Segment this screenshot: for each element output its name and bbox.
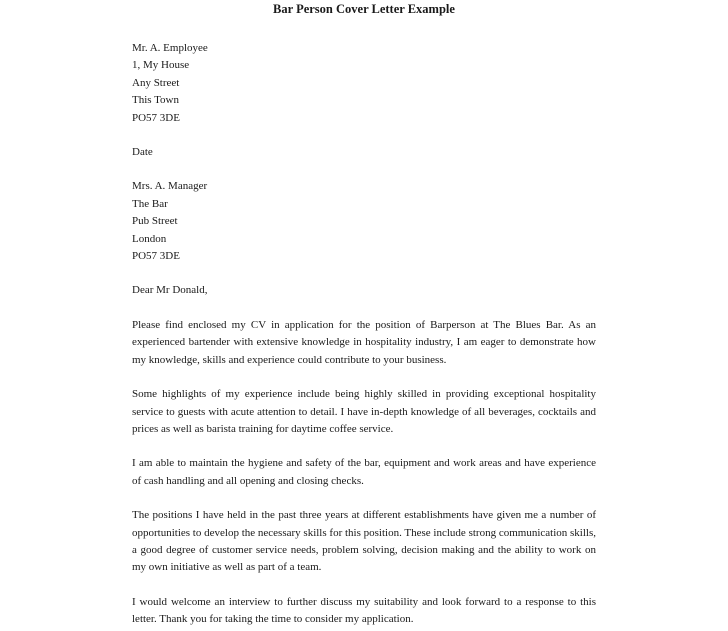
paragraph-4: The positions I have held in the past three years at different establishments have given me a number of opportunities to develop the necessary skills for this position. These include strong communication skills, a good degree of customer service needs, problem solving, decision making and the ability to work on my own initiative as well as part of a team. (132, 509, 596, 574)
paragraph-2: Some highlights of my experience include being highly skilled in providing exceptional hospitality service to guests with acute attention to detail. I have in-depth knowledge of all beverages, cocktails and prices as well as barista training for daytime coffee service. (132, 388, 596, 435)
recipient-postcode: PO57 3DE (132, 250, 180, 263)
sender-address-line-3: This Town (132, 94, 180, 107)
recipient-address-line-2: Pub Street (132, 215, 178, 228)
date-placeholder: Date (132, 146, 153, 159)
salutation (132, 282, 596, 299)
sender-postcode: PO57 3DE (132, 111, 180, 124)
recipient-address-line-1: The Bar (132, 197, 168, 210)
date-block (132, 144, 596, 161)
sender-address (132, 40, 596, 127)
paragraph-3: I am able to maintain the hygiene and safety of the bar, equipment and work areas and have experience of cash handling and all opening and closing checks. (132, 457, 596, 487)
recipient-address (132, 178, 596, 265)
sender-address-line-1: 1, My House (132, 59, 190, 72)
recipient-address-line-3: London (132, 232, 167, 245)
paragraph-1: Please find enclosed my CV in application for the position of Barperson at The Blues Bar. As an experienced bartender with extensive knowledge in hospitality industry, I am eager to demonstrate how my knowledge, skills and experience could contribute to your business. (132, 318, 596, 366)
sender-address-line-2: Any Street (132, 76, 180, 89)
sender-name: Mr. A. Employee (132, 42, 208, 54)
recipient-name: Mrs. A. Manager (132, 180, 208, 193)
letter-body (132, 40, 596, 629)
salutation-text: Dear Mr Donald, (132, 284, 208, 297)
document-title: Bar Person Cover Letter Example (273, 2, 455, 16)
paragraph-5: I would welcome an interview to further discuss my suitability and look forward to a response to this letter. Thank you for taking the time to consider my application. (132, 595, 596, 626)
